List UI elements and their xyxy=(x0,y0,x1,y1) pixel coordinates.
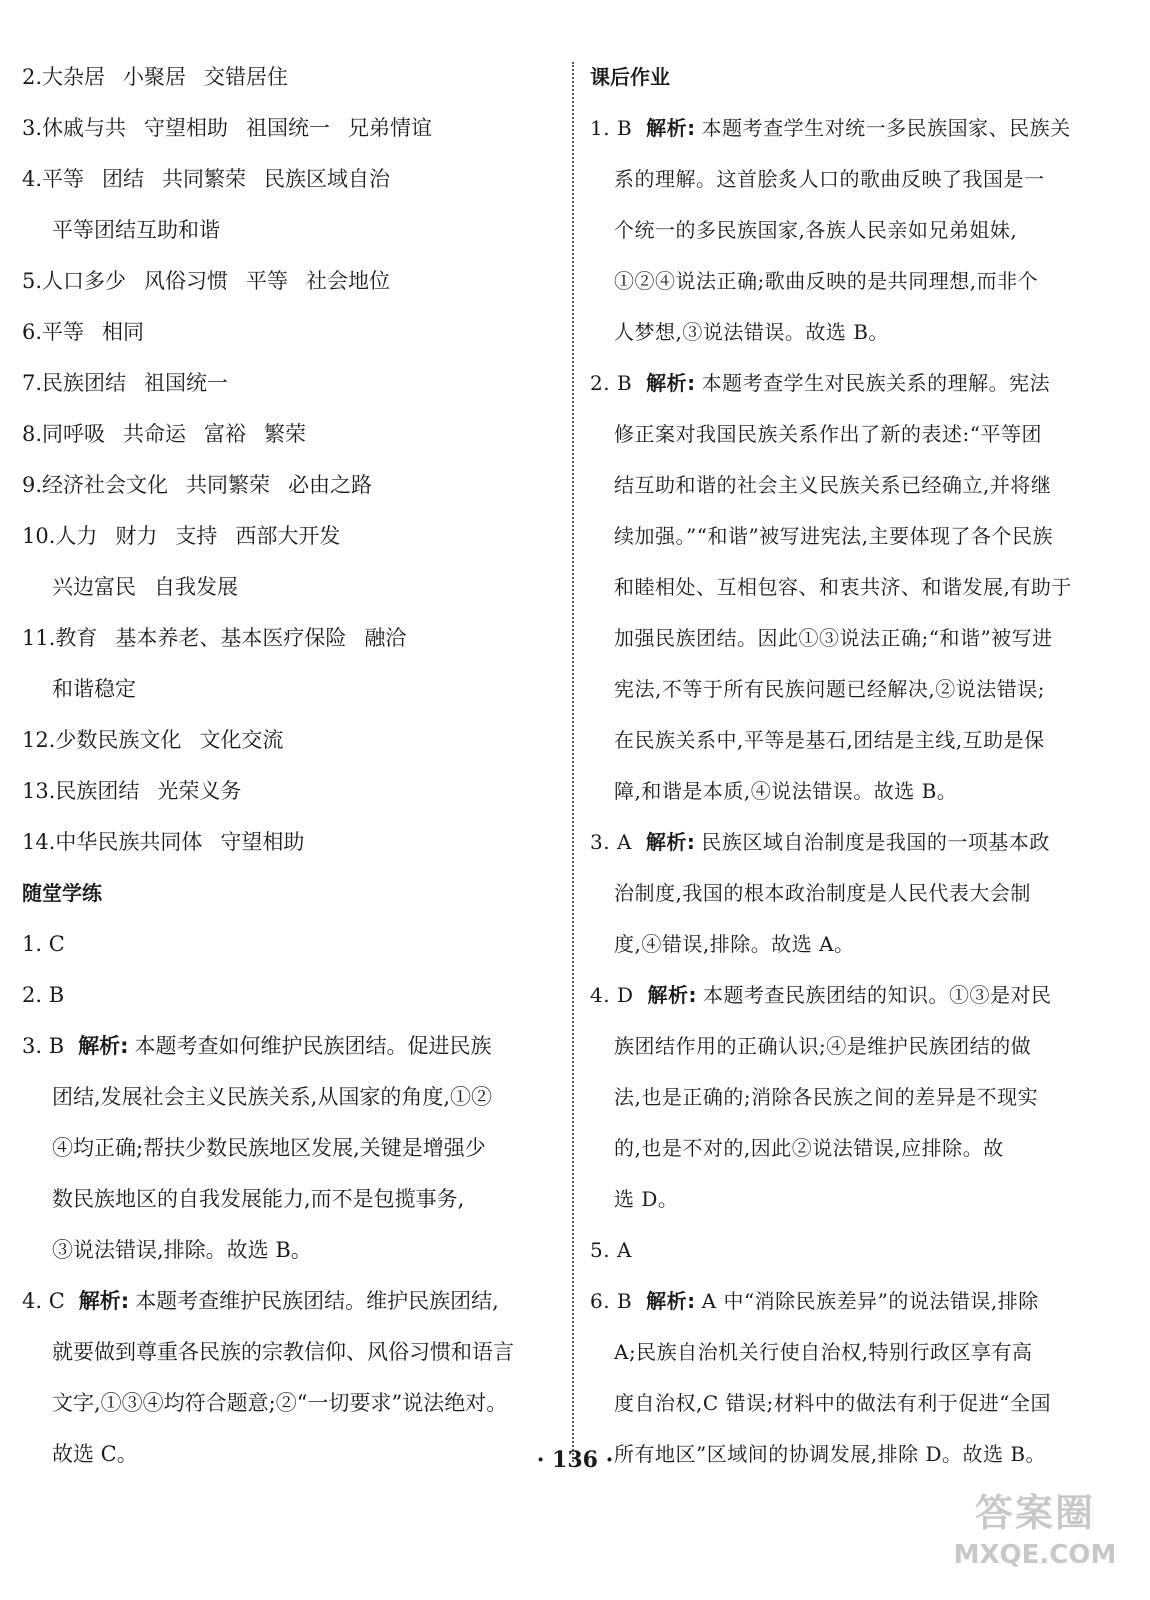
answer-term: 人口多少 xyxy=(42,269,127,293)
answer-line xyxy=(590,562,1125,613)
answer-text: ③说法错误,排除。故选 B。 xyxy=(52,1238,312,1262)
answer-line xyxy=(22,1378,552,1429)
section-heading: 课后作业 xyxy=(590,65,670,89)
answer-text: 本题考查学生对统一多民族国家、民族关 xyxy=(701,116,1071,140)
answer-term: 少数民族文化 xyxy=(55,728,182,752)
answer-line xyxy=(22,562,552,613)
analysis-label: 解析: xyxy=(78,1034,129,1058)
answer-line xyxy=(22,970,552,1021)
answer-line xyxy=(590,511,1125,562)
answer-term: 社会地位 xyxy=(306,269,391,293)
answer-term: 共同繁荣 xyxy=(162,167,247,191)
item-number: 11. xyxy=(22,626,56,650)
analysis-label: 解析: xyxy=(646,1289,696,1313)
answer-line xyxy=(590,1276,1125,1327)
answer-line xyxy=(22,715,552,766)
answer-text: 续加强。”“和谐”被写进宪法,主要体现了各个民族 xyxy=(614,524,1054,548)
answer-line xyxy=(590,1174,1125,1225)
answer-line xyxy=(590,154,1125,205)
answer-line xyxy=(590,1378,1125,1429)
answer-text: 5. A xyxy=(590,1238,632,1262)
answer-text: 本题考查如何维护民族团结。促进民族 xyxy=(134,1034,492,1058)
answer-line xyxy=(22,511,552,562)
answer-text: 度自治权,C 错误;材料中的做法有利于促进“全国 xyxy=(614,1391,1051,1415)
answer-text: 系的理解。这首脍炙人口的歌曲反映了我国是一 xyxy=(614,167,1045,191)
answer-text: 本题考查民族团结的知识。①③是对民 xyxy=(702,983,1052,1007)
answer-line xyxy=(590,358,1125,409)
answer-text: 族团结作用的正确认识;④是维护民族团结的做 xyxy=(614,1034,1032,1058)
answer-term: 守望相助 xyxy=(144,116,229,140)
answer-text: 2. B xyxy=(22,983,65,1007)
answer-text: 本题考查维护民族团结。维护民族团结, xyxy=(135,1289,499,1313)
watermark-logo xyxy=(945,1488,1125,1588)
watermark-url: MXQE.COM xyxy=(953,1540,1117,1570)
question-number: 2. B xyxy=(590,371,633,395)
answer-text: 障,和谐是本质,④说法错误。故选 B。 xyxy=(614,779,958,803)
question-number: 4. D xyxy=(590,983,634,1007)
item-number: 5. xyxy=(22,269,43,293)
answer-term: 团结 xyxy=(102,167,145,191)
answer-line xyxy=(590,103,1125,154)
page-number: · 136 · xyxy=(536,1447,614,1473)
answer-line xyxy=(590,970,1125,1021)
answer-line xyxy=(22,664,552,715)
item-number: 12. xyxy=(22,728,56,752)
answer-term: 守望相助 xyxy=(220,830,305,854)
answer-term: 小聚居 xyxy=(123,65,187,89)
answer-line xyxy=(22,409,552,460)
answer-term: 平等团结互助和谐 xyxy=(52,218,220,242)
answer-line xyxy=(590,1021,1125,1072)
answer-term: 繁荣 xyxy=(264,422,307,446)
answer-text: 所有地区”区域间的协调发展,排除 D。故选 B。 xyxy=(614,1442,1047,1466)
answer-line xyxy=(22,1021,552,1072)
answer-text: A;民族自治机关行使自治权,特别行政区享有高 xyxy=(614,1340,1033,1364)
page-number-value: 136 xyxy=(552,1447,598,1473)
answer-text: 故选 C。 xyxy=(52,1442,138,1466)
answer-text: 人梦想,③说法错误。故选 B。 xyxy=(614,320,889,344)
answer-term: 融洽 xyxy=(364,626,407,650)
answer-term: 平等 xyxy=(246,269,289,293)
answer-term: 民族区域自治 xyxy=(264,167,391,191)
question-number: 4. C xyxy=(22,1289,65,1313)
answer-term: 光荣义务 xyxy=(157,779,242,803)
answer-line xyxy=(590,1327,1125,1378)
answer-text: 的,也是不对的,因此②说法错误,应排除。故 xyxy=(614,1136,1004,1160)
answer-text: 团结,发展社会主义民族关系,从国家的角度,①② xyxy=(52,1085,493,1109)
answer-line xyxy=(22,613,552,664)
answer-text: 在民族关系中,平等是基石,团结是主线,互助是保 xyxy=(614,728,1045,752)
answer-line xyxy=(22,52,552,103)
answer-line xyxy=(590,1225,1125,1276)
item-number: 6. xyxy=(22,320,43,344)
analysis-label: 解析: xyxy=(646,371,696,395)
answer-line xyxy=(22,1276,552,1327)
analysis-label: 解析: xyxy=(645,830,696,854)
left-column xyxy=(22,52,552,1480)
answer-line xyxy=(22,766,552,817)
answer-text: 文字,①③④均符合题意;②“一切要求”说法绝对。 xyxy=(52,1391,508,1415)
answer-term: 必由之路 xyxy=(288,473,373,497)
answer-text: 宪法,不等于所有民族问题已经解决,②说法错误; xyxy=(614,677,1045,701)
answer-text: 法,也是正确的;消除各民族之间的差异是不现实 xyxy=(614,1085,1039,1109)
question-number: 1. B xyxy=(590,116,633,140)
answer-term: 民族团结 xyxy=(42,371,127,395)
question-number: 3. B xyxy=(22,1034,65,1058)
answer-line xyxy=(590,817,1125,868)
answer-term: 相同 xyxy=(102,320,145,344)
item-number: 3. xyxy=(22,116,43,140)
answer-term: 民族团结 xyxy=(55,779,140,803)
answer-line xyxy=(590,919,1125,970)
answer-text: A 中“消除民族差异”的说法错误,排除 xyxy=(701,1289,1039,1313)
answer-line xyxy=(590,766,1125,817)
answer-text: 治制度,我国的根本政治制度是人民代表大会制 xyxy=(614,881,1031,905)
analysis-label: 解析: xyxy=(646,116,696,140)
item-number: 2. xyxy=(22,65,43,89)
analysis-label: 解析: xyxy=(647,983,697,1007)
answer-text: 修正案对我国民族关系作出了新的表述:“平等团 xyxy=(614,422,1042,446)
answer-line xyxy=(22,205,552,256)
answer-term: 平等 xyxy=(42,167,85,191)
answer-term: 自我发展 xyxy=(154,575,238,599)
answer-line xyxy=(22,460,552,511)
answer-term: 兄弟情谊 xyxy=(348,116,433,140)
answer-term: 支持 xyxy=(175,524,218,548)
answer-term: 人力 xyxy=(55,524,98,548)
answer-term: 大杂居 xyxy=(42,65,106,89)
answer-line xyxy=(590,256,1125,307)
answer-line xyxy=(22,307,552,358)
answer-line xyxy=(590,409,1125,460)
question-number: 6. B xyxy=(590,1289,633,1313)
question-number: 3. A xyxy=(590,830,632,854)
answer-term: 风俗习惯 xyxy=(144,269,229,293)
answer-term: 西部大开发 xyxy=(235,524,341,548)
answer-term: 兴边富民 xyxy=(52,575,136,599)
analysis-label: 解析: xyxy=(78,1289,130,1313)
answer-line xyxy=(22,1072,552,1123)
item-number: 9. xyxy=(22,473,43,497)
answer-line xyxy=(22,154,552,205)
answer-text: 选 D。 xyxy=(614,1187,679,1211)
answer-text: 和睦相处、互相包容、和衷共济、和谐发展,有助于 xyxy=(614,575,1072,599)
answer-term: 基本养老、基本医疗保险 xyxy=(115,626,347,650)
answer-line xyxy=(590,613,1125,664)
answer-text: ①②④说法正确;歌曲反映的是共同理想,而非个 xyxy=(614,269,1039,293)
item-number: 4. xyxy=(22,167,43,191)
right-column xyxy=(590,52,1125,1480)
answer-text: 结互助和谐的社会主义民族关系已经确立,并将继 xyxy=(614,473,1052,497)
answer-term: 富裕 xyxy=(204,422,247,446)
answer-term: 财力 xyxy=(115,524,158,548)
item-number: 13. xyxy=(22,779,56,803)
column-divider xyxy=(572,62,574,1462)
section-heading: 随堂学练 xyxy=(22,881,102,905)
answer-text: 1. C xyxy=(22,932,65,956)
answer-term: 祖国统一 xyxy=(144,371,229,395)
answer-line xyxy=(22,256,552,307)
answer-text: 本题考查学生对民族关系的理解。宪法 xyxy=(701,371,1051,395)
answer-text: 加强民族团结。因此①③说法正确;“和谐”被写进 xyxy=(614,626,1053,650)
answer-line xyxy=(22,1225,552,1276)
item-number: 7. xyxy=(22,371,43,395)
answer-term: 休戚与共 xyxy=(42,116,127,140)
answer-line xyxy=(590,868,1125,919)
answer-line xyxy=(22,1174,552,1225)
answer-line xyxy=(22,1327,552,1378)
answer-text: 数民族地区的自我发展能力,而不是包揽事务, xyxy=(52,1187,465,1211)
answer-line xyxy=(590,205,1125,256)
answer-text: 度,④错误,排除。故选 A。 xyxy=(614,932,855,956)
answer-line xyxy=(22,1123,552,1174)
answer-line xyxy=(22,919,552,970)
item-number: 10. xyxy=(22,524,56,548)
answer-line xyxy=(590,664,1125,715)
watermark-text: 答案圈 xyxy=(974,1491,1095,1535)
answer-text: 民族区域自治制度是我国的一项基本政 xyxy=(701,830,1050,854)
answer-term: 同呼吸 xyxy=(42,422,106,446)
answer-term: 经济社会文化 xyxy=(42,473,169,497)
answer-term: 共同繁荣 xyxy=(186,473,271,497)
answer-text: ④均正确;帮扶少数民族地区发展,关键是增强少 xyxy=(52,1136,486,1160)
answer-line xyxy=(590,307,1125,358)
answer-line xyxy=(590,1123,1125,1174)
answer-term: 祖国统一 xyxy=(246,116,331,140)
answer-term: 交错居住 xyxy=(204,65,289,89)
answer-line xyxy=(22,817,552,868)
answer-line xyxy=(22,358,552,409)
answer-term: 共命运 xyxy=(123,422,187,446)
answer-line xyxy=(590,1072,1125,1123)
item-number: 8. xyxy=(22,422,43,446)
answer-line xyxy=(590,715,1125,766)
answer-term: 教育 xyxy=(55,626,98,650)
answer-term: 和谐稳定 xyxy=(52,677,136,701)
answer-line xyxy=(22,103,552,154)
answer-text: 个统一的多民族国家,各族人民亲如兄弟姐妹, xyxy=(614,218,1018,242)
answer-term: 中华民族共同体 xyxy=(55,830,203,854)
answer-term: 平等 xyxy=(42,320,85,344)
item-number: 14. xyxy=(22,830,56,854)
answer-term: 文化交流 xyxy=(199,728,284,752)
answer-line xyxy=(590,460,1125,511)
answer-text: 就要做到尊重各民族的宗教信仰、风俗习惯和语言 xyxy=(52,1340,514,1364)
